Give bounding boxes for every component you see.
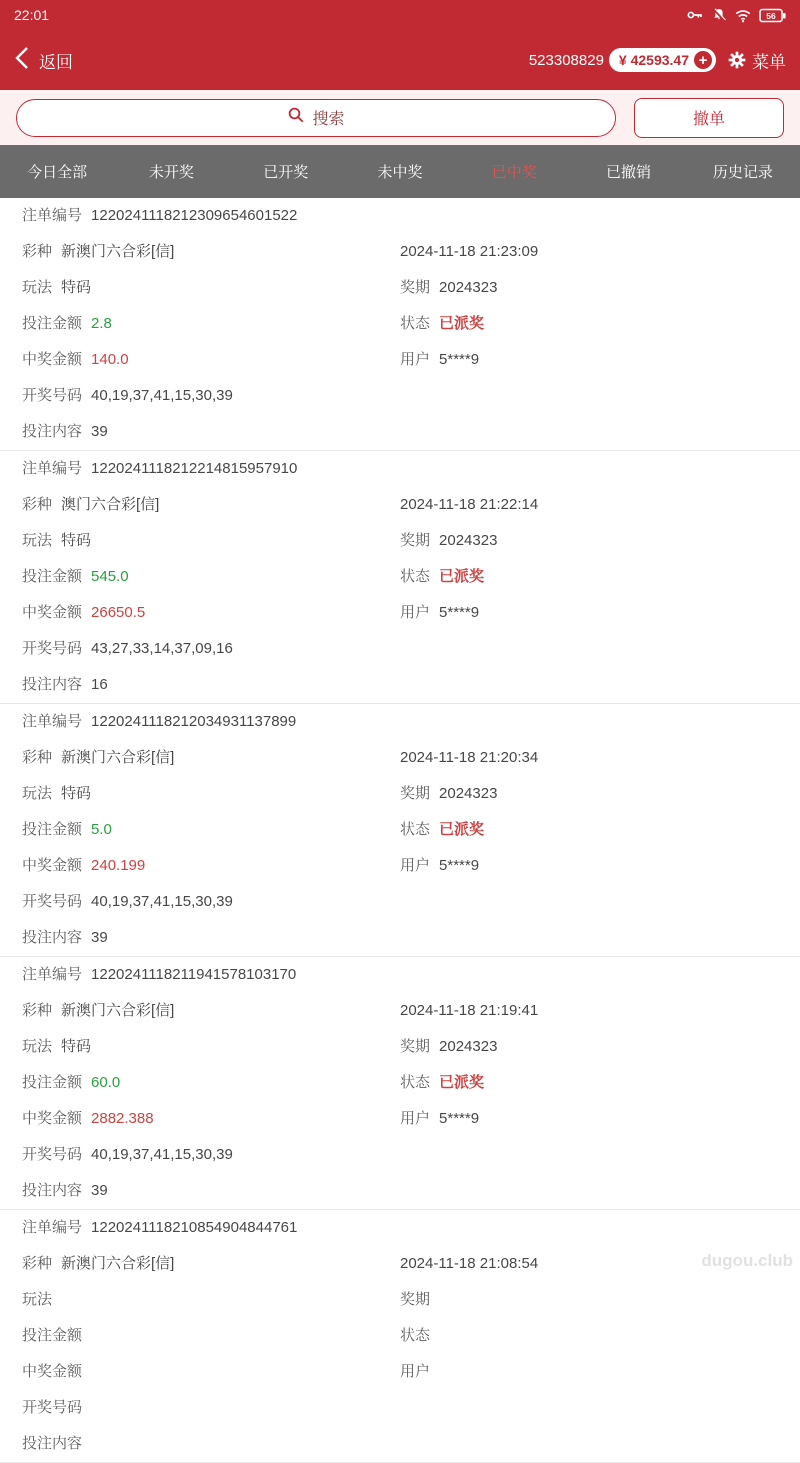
win-amount-value: 26650.5 [91, 604, 146, 621]
user-label: 用户 [400, 351, 431, 368]
period-label: 奖期 [400, 279, 431, 296]
period-value: 2024323 [439, 279, 498, 296]
period-label: 奖期 [400, 532, 431, 549]
bet-content-row [22, 920, 800, 956]
cancel-order-button[interactable]: 撤单 [634, 98, 784, 138]
win-amount-row [22, 1354, 800, 1390]
bell-muted-icon [711, 7, 727, 23]
nav-bar [0, 30, 800, 90]
bet-amount-row [22, 1065, 800, 1101]
order-no-label: 注单编号 [22, 207, 83, 224]
order-no-value: 1220241118211941578103170 [91, 966, 297, 983]
bet-content-label: 投注内容 [22, 423, 83, 440]
record-list [0, 198, 800, 1463]
bet-record [0, 704, 800, 957]
user-value: 5****9 [439, 857, 480, 874]
play-value: 特码 [61, 532, 92, 549]
win-amount-value: 2882.388 [91, 1110, 154, 1127]
bet-amount-label: 投注金额 [22, 1074, 83, 1091]
period-group [400, 1282, 439, 1318]
tab-cancelled[interactable]: 已撤销 [606, 164, 652, 181]
tab-won[interactable]: 已中奖 [491, 164, 537, 181]
bet-amount-label: 投注金额 [22, 568, 83, 585]
play-label: 玩法 [22, 1291, 53, 1308]
win-amount-label: 中奖金额 [22, 857, 83, 874]
wifi-icon [734, 8, 752, 23]
status-bar [0, 0, 800, 30]
status-group [400, 1318, 439, 1354]
win-amount-label: 中奖金额 [22, 1363, 83, 1380]
period-group [400, 1029, 497, 1065]
period-value: 2024323 [439, 1038, 498, 1055]
bet-content-value: 39 [91, 929, 108, 946]
play-row [22, 1029, 800, 1065]
play-value: 特码 [61, 785, 92, 802]
bet-content-label: 投注内容 [22, 929, 83, 946]
bet-content-row [22, 667, 800, 703]
status-badge: 已派奖 [439, 821, 485, 838]
status-label: 状态 [400, 821, 431, 838]
lottery-value: 新澳门六合彩[信] [61, 749, 175, 766]
user-label: 用户 [400, 857, 431, 874]
draw-numbers-row [22, 631, 800, 667]
bet-time: 2024-11-18 21:22:14 [400, 496, 539, 513]
balance-pill[interactable] [609, 48, 716, 72]
draw-numbers-value: 40,19,37,41,15,30,39 [91, 1146, 233, 1163]
period-value: 2024323 [439, 532, 498, 549]
win-amount-label: 中奖金额 [22, 604, 83, 621]
draw-numbers-row [22, 378, 800, 414]
bet-content-label: 投注内容 [22, 1182, 83, 1199]
order-no-label: 注单编号 [22, 1219, 83, 1236]
draw-numbers-label: 开奖号码 [22, 387, 83, 404]
bet-amount-row [22, 559, 800, 595]
user-group [400, 595, 479, 631]
status-badge: 已派奖 [439, 315, 485, 332]
status-group [400, 306, 484, 342]
user-value: 5****9 [439, 1110, 480, 1127]
back-label: 返回 [39, 52, 73, 72]
watermark: dugou.club [701, 1251, 793, 1270]
lottery-label: 彩种 [22, 1002, 53, 1019]
bet-amount-label: 投注金额 [22, 315, 83, 332]
lottery-label: 彩种 [22, 496, 53, 513]
lottery-row [22, 487, 800, 523]
lottery-value: 新澳门六合彩[信] [61, 243, 175, 260]
period-group [400, 776, 497, 812]
play-row [22, 270, 800, 306]
win-amount-value: 240.199 [91, 857, 146, 874]
tab-drawn[interactable]: 已开奖 [263, 164, 309, 181]
status-time: 22:01 [14, 7, 50, 23]
user-value: 5****9 [439, 351, 480, 368]
app-header [0, 0, 800, 90]
play-value: 特码 [61, 1038, 92, 1055]
draw-numbers-value: 43,27,33,14,37,09,16 [91, 640, 233, 657]
lottery-label: 彩种 [22, 1255, 53, 1272]
battery-icon [759, 8, 786, 23]
play-row [22, 776, 800, 812]
play-row [22, 523, 800, 559]
draw-numbers-value: 40,19,37,41,15,30,39 [91, 893, 233, 910]
period-label: 奖期 [400, 785, 431, 802]
search-input[interactable] [16, 99, 616, 137]
play-label: 玩法 [22, 279, 53, 296]
draw-numbers-label: 开奖号码 [22, 1146, 83, 1163]
lottery-label: 彩种 [22, 243, 53, 260]
bet-content-value: 39 [91, 423, 108, 440]
status-group [400, 812, 484, 848]
play-label: 玩法 [22, 785, 53, 802]
bet-time: 2024-11-18 21:20:34 [400, 749, 539, 766]
lottery-value: 新澳门六合彩[信] [61, 1255, 175, 1272]
bet-content-row [22, 414, 800, 450]
user-id: 523308829 [528, 51, 604, 69]
balance-amount: ¥ 42593.47 [618, 52, 689, 68]
status-label: 状态 [400, 568, 431, 585]
draw-numbers-label: 开奖号码 [22, 1399, 83, 1416]
draw-numbers-label: 开奖号码 [22, 640, 83, 657]
bet-content-row [22, 1173, 800, 1209]
order-no-value: 1220241118212034931137899 [91, 713, 297, 730]
back-chevron-icon [14, 45, 30, 76]
period-group [400, 523, 497, 559]
period-label: 奖期 [400, 1291, 431, 1308]
status-label: 状态 [400, 1327, 431, 1344]
order-no-row [22, 198, 800, 234]
bet-amount-label: 投注金额 [22, 1327, 83, 1344]
bet-amount-value: 545.0 [91, 568, 129, 585]
user-group [400, 848, 479, 884]
bet-amount-value: 2.8 [91, 315, 112, 332]
lottery-row [22, 1246, 800, 1282]
win-amount-label: 中奖金额 [22, 1110, 83, 1127]
bet-time: 2024-11-18 21:19:41 [400, 1002, 539, 1019]
tab-not-drawn[interactable]: 未开奖 [148, 164, 194, 181]
bet-amount-value: 5.0 [91, 821, 112, 838]
status-icons [686, 7, 786, 23]
bet-content-value: 39 [91, 1182, 108, 1199]
svg-text:56: 56 [766, 10, 776, 21]
tab-today-all[interactable]: 今日全部 [27, 164, 88, 181]
order-no-row [22, 1210, 800, 1246]
search-placeholder: 搜索 [312, 111, 345, 128]
status-badge: 已派奖 [439, 568, 485, 585]
bet-content-row [22, 1426, 800, 1462]
period-group [400, 270, 497, 306]
win-amount-row [22, 848, 800, 884]
user-value: 5****9 [439, 604, 480, 621]
bet-amount-row [22, 1318, 800, 1354]
order-no-row [22, 957, 800, 993]
user-group [400, 1354, 439, 1390]
user-group [400, 342, 479, 378]
bet-content-label: 投注内容 [22, 676, 83, 693]
order-no-row [22, 704, 800, 740]
nav-right [529, 48, 786, 73]
tab-history[interactable]: 历史记录 [712, 164, 773, 181]
draw-numbers-row [22, 1390, 800, 1426]
user-label: 用户 [400, 1110, 431, 1127]
bet-record [0, 198, 800, 451]
draw-numbers-label: 开奖号码 [22, 893, 83, 910]
order-no-value: 1220241118210854904844761 [91, 1219, 298, 1236]
bet-time: 2024-11-18 21:23:09 [400, 243, 539, 260]
menu-button[interactable]: 菜单 [752, 52, 786, 72]
bet-content-label: 投注内容 [22, 1435, 83, 1452]
play-value: 特码 [61, 279, 92, 296]
user-label: 用户 [400, 1363, 431, 1380]
lottery-row [22, 993, 800, 1029]
user-label: 用户 [400, 604, 431, 621]
status-label: 状态 [400, 1074, 431, 1091]
play-label: 玩法 [22, 532, 53, 549]
bet-amount-row [22, 812, 800, 848]
user-group [400, 1101, 479, 1137]
order-no-label: 注单编号 [22, 460, 83, 477]
search-icon [287, 106, 305, 129]
order-no-value: 1220241118212214815957910 [91, 460, 298, 477]
lottery-row [22, 740, 800, 776]
order-no-row [22, 451, 800, 487]
win-amount-row [22, 342, 800, 378]
search-section [0, 90, 800, 145]
tab-not-won[interactable]: 未中奖 [377, 164, 423, 181]
play-row [22, 1282, 800, 1318]
bet-record [0, 1210, 800, 1463]
draw-numbers-value: 40,19,37,41,15,30,39 [91, 387, 233, 404]
play-label: 玩法 [22, 1038, 53, 1055]
lottery-value: 新澳门六合彩[信] [61, 1002, 175, 1019]
gear-icon[interactable] [727, 50, 747, 70]
period-label: 奖期 [400, 1038, 431, 1055]
bet-record [0, 451, 800, 704]
status-badge: 已派奖 [439, 1074, 485, 1091]
back-button[interactable] [14, 45, 73, 76]
status-group [400, 1065, 484, 1101]
bet-amount-value: 60.0 [91, 1074, 121, 1091]
status-group [400, 559, 484, 595]
key-icon [686, 7, 704, 23]
plus-circle-icon[interactable]: + [694, 51, 712, 69]
bet-amount-label: 投注金额 [22, 821, 83, 838]
lottery-label: 彩种 [22, 749, 53, 766]
win-amount-row [22, 1101, 800, 1137]
draw-numbers-row [22, 884, 800, 920]
bet-time: 2024-11-18 21:08:54 [400, 1255, 539, 1272]
bet-amount-row [22, 306, 800, 342]
bet-content-value: 16 [91, 676, 108, 693]
bet-record [0, 957, 800, 1210]
order-no-label: 注单编号 [22, 966, 83, 983]
order-no-value: 1220241118212309654601522 [91, 207, 298, 224]
period-value: 2024323 [439, 785, 498, 802]
status-label: 状态 [400, 315, 431, 332]
order-no-label: 注单编号 [22, 713, 83, 730]
lottery-value: 澳门六合彩[信] [61, 496, 160, 513]
win-amount-value: 140.0 [91, 351, 129, 368]
draw-numbers-row [22, 1137, 800, 1173]
win-amount-row [22, 595, 800, 631]
lottery-row [22, 234, 800, 270]
tab-bar [0, 145, 800, 198]
win-amount-label: 中奖金额 [22, 351, 83, 368]
